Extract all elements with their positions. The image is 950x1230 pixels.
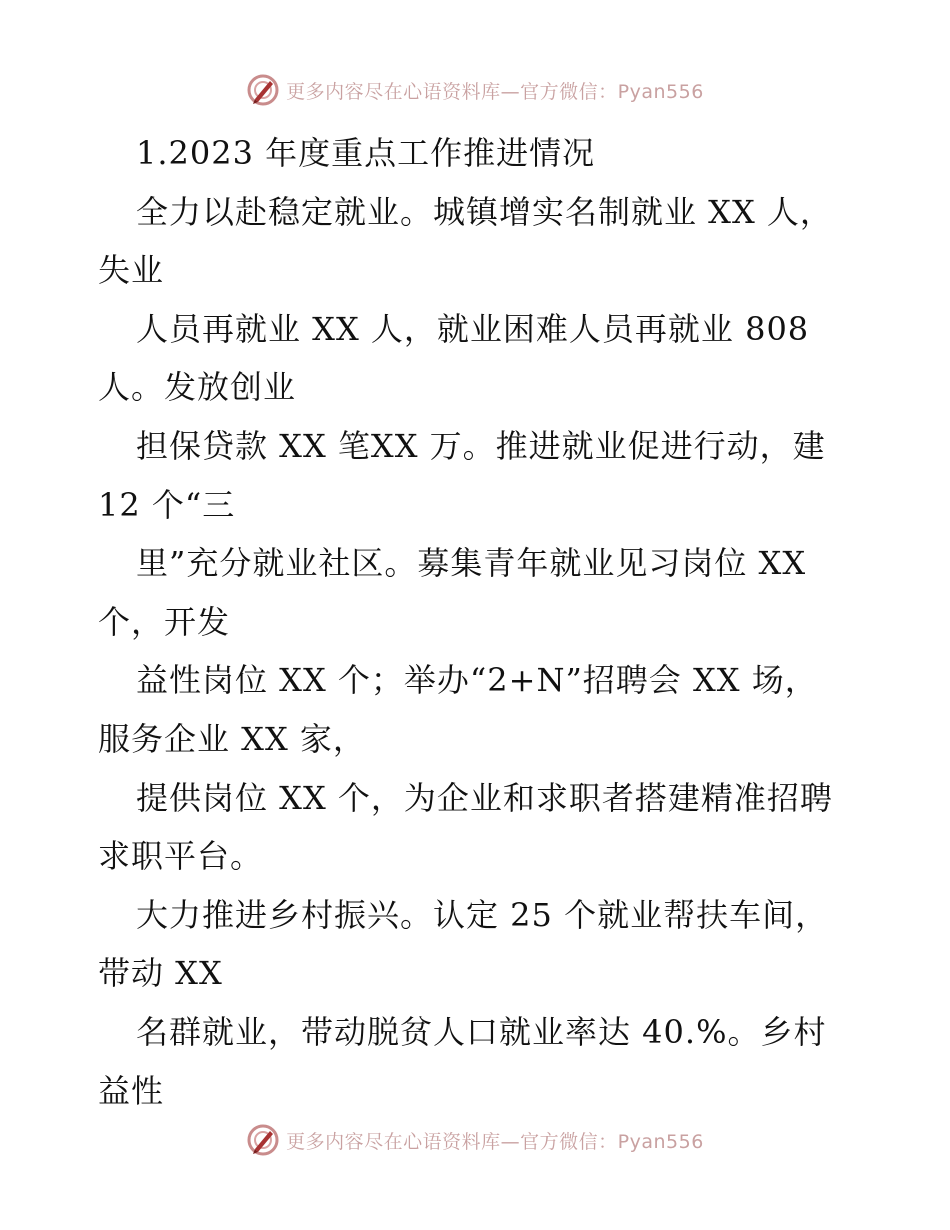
document-body (98, 124, 868, 1120)
text-line: 益性 (98, 1071, 165, 1110)
text-line: 求职平台。 (98, 837, 264, 876)
text-line: 担保贷款 XX 笔XX 万。推进就业促进行动，建 (136, 426, 826, 465)
text-line: 带动 XX (98, 954, 223, 993)
text-line: 失业 (98, 251, 165, 290)
text-line: 服务企业 XX 家， (98, 719, 366, 758)
header-watermark (0, 70, 950, 110)
footer-watermark (0, 1120, 950, 1160)
watermark-text: 更多内容尽在心语资料库—官方微信：Pyan556 (286, 80, 704, 103)
text-line: 个，开发 (98, 602, 231, 641)
text-line: 1.2023 年度重点工作推进情况 (136, 134, 596, 172)
watermark-text: 更多内容尽在心语资料库—官方微信：Pyan556 (286, 1130, 704, 1153)
text-line: 人员再就业 XX 人，就业困难人员再就业 808 (136, 309, 810, 348)
text-line: 12 个“三 (98, 485, 236, 524)
text-line: 大力推进乡村振兴。认定 25 个就业帮扶车间， (136, 895, 829, 934)
text-line: 名群就业，带动脱贫人口就业率达 40.%。乡村 (136, 1012, 827, 1051)
text-line: 里”充分就业社区。募集青年就业见习岗位 XX (136, 544, 807, 583)
text-line: 提供岗位 XX 个，为企业和求职者搭建精准招聘 (136, 778, 833, 817)
text-line: 益性岗位 XX 个；举办“2+N”招聘会 XX 场， (136, 661, 818, 700)
text-line: 全力以赴稳定就业。城镇增实名制就业 XX 人， (136, 192, 833, 231)
pen-logo-icon (246, 73, 280, 107)
text-line: 人。发放创业 (98, 368, 297, 407)
pen-logo-icon (246, 1123, 280, 1157)
